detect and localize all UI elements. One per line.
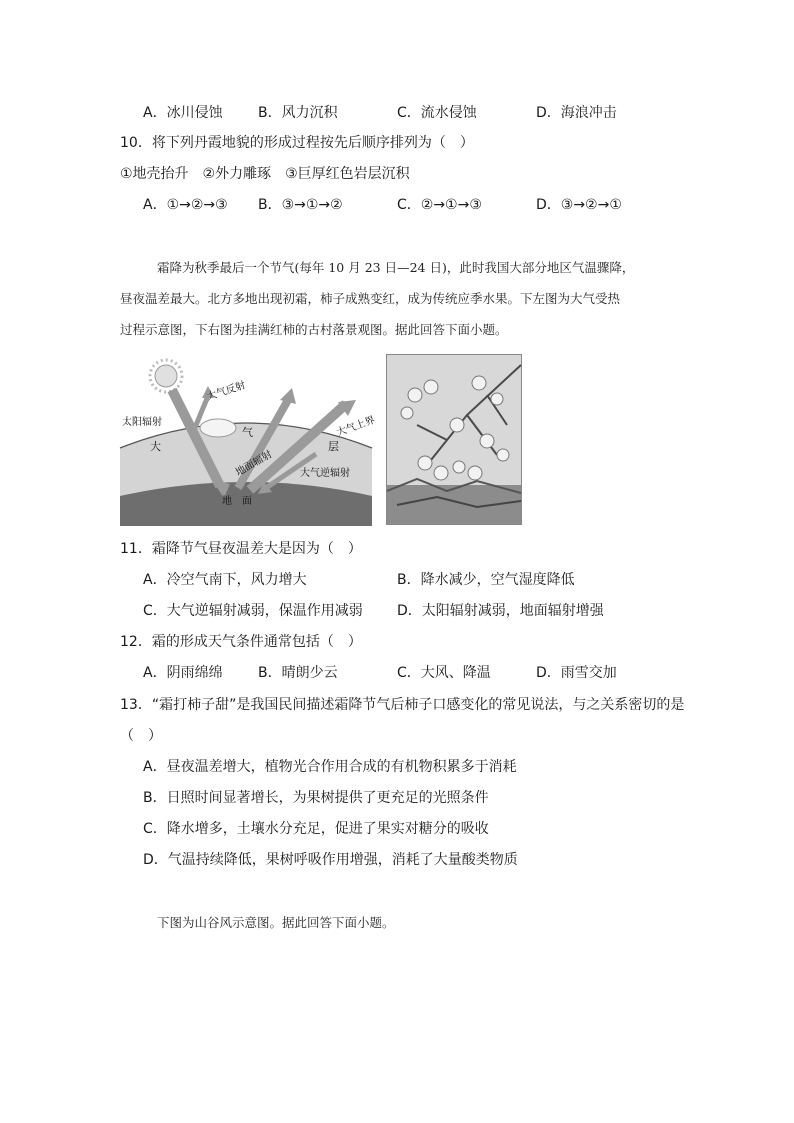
- passage-line-3: 过程示意图，下右图为挂满红柿的古村落景观图。据此回答下面小题。: [120, 322, 508, 337]
- label-ground-radiation: 地面辐射: [234, 449, 275, 479]
- passage-line-2: 昼夜温差最大。北方多地出现初霜，柿子成熟变红，成为传统应季水果。下左图为大气受热: [120, 291, 621, 306]
- q13-option-c: C．降水增多，土壤水分充足，促进了果实对糖分的吸收: [143, 821, 489, 837]
- label-atmosphere-upper-boundary: 大气上界: [335, 414, 377, 439]
- q11-option-b: B．降水减少，空气湿度降低: [397, 572, 575, 588]
- q13-option-d: D．气温持续降低，果树呼吸作用增强，消耗了大量酸类物质: [143, 852, 518, 868]
- q9-option-b: B．风力沉积: [258, 105, 338, 121]
- q9-option-a: A．冰川侵蚀: [143, 105, 223, 121]
- q12-option-c: C．大风、降温: [397, 665, 491, 681]
- q10-option-c: C．②→①→③: [397, 197, 482, 213]
- label-ceng: 层: [328, 440, 339, 453]
- q13-stem: 13．“霜打柿子甜”是我国民间描述霜降节气后柿子口感变化的常见说法，与之关系密切的是: [120, 697, 685, 713]
- q9-option-c: C．流水侵蚀: [397, 105, 477, 121]
- q10-steps: ①地壳抬升 ②外力雕琢 ③巨厚红色岩层沉积: [120, 166, 410, 182]
- q10-option-d: D．③→②→①: [536, 197, 622, 213]
- cloud-shape: [200, 419, 236, 437]
- atmosphere-heating-diagram: [120, 358, 377, 526]
- q13-option-b: B．日照时间显著增长，为果树提供了更充足的光照条件: [143, 790, 489, 806]
- label-qi: 气: [242, 426, 253, 439]
- q10-stem: 10．将下列丹霞地貌的形成过程按先后顺序排列为（ ）: [120, 135, 474, 151]
- persimmon-village-photo: [386, 354, 522, 525]
- q11-option-d: D．太阳辐射减弱，地面辐射增强: [397, 603, 604, 619]
- q12-stem: 12．霜的形成天气条件通常包括（ ）: [120, 634, 362, 650]
- label-atmospheric-reflection: 大气反射: [205, 380, 247, 403]
- q10-option-a: A．①→②→③: [143, 197, 228, 213]
- q10-option-b: B．③→①→②: [258, 197, 343, 213]
- q11-option-a: A．冷空气南下，风力增大: [143, 572, 307, 588]
- passage-valley-wind: 下图为山谷风示意图。据此回答下面小题。: [157, 915, 395, 930]
- ground-radiation-arrowhead: [280, 388, 296, 404]
- q12-option-d: D．雨雪交加: [536, 665, 617, 681]
- q9-option-d: D．海浪冲击: [536, 105, 617, 121]
- atmosphere-heating-svg: [120, 358, 377, 526]
- label-ground: 地 面: [222, 496, 252, 507]
- persimmon-photo-svg: [387, 355, 521, 524]
- sun-icon: [150, 360, 182, 392]
- q11-option-c: C．大气逆辐射减弱，保温作用减弱: [143, 603, 363, 619]
- passage-line-1: 霜降为秋季最后一个节气(每年 10 月 23 日—24 日)，此时我国大部分地区气温骤降，: [157, 260, 635, 275]
- label-solar-radiation: 太阳辐射: [122, 417, 162, 428]
- label-atmospheric-counter-radiation: 大气逆辐射: [300, 468, 350, 479]
- q11-stem: 11．霜降节气昼夜温差大是因为（ ）: [120, 541, 362, 557]
- q12-option-b: B．晴朗少云: [258, 665, 338, 681]
- q12-option-a: A．阴雨绵绵: [143, 665, 223, 681]
- label-da: 大: [150, 440, 161, 453]
- q13-answer-parentheses: （ ）: [120, 728, 162, 744]
- q13-option-a: A．昼夜温差增大，植物光合作用合成的有机物积累多于消耗: [143, 759, 517, 775]
